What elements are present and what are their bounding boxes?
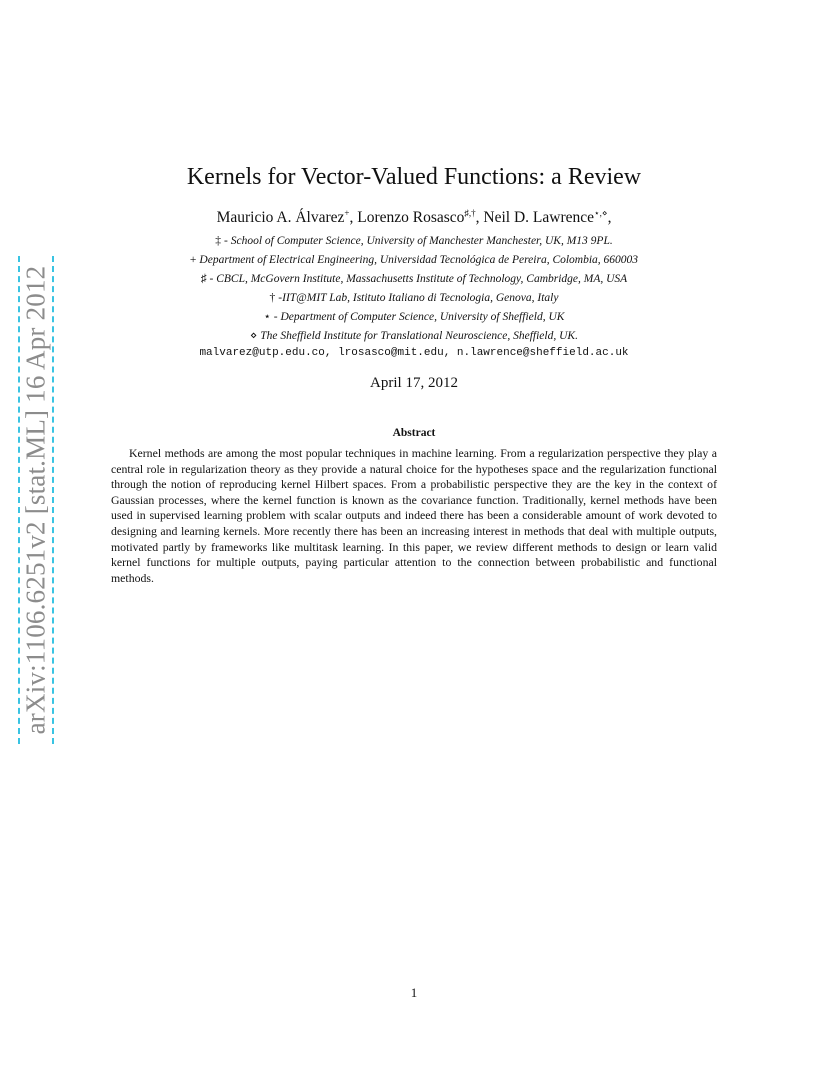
affiliation-symbol: ♯ [200,273,207,285]
author-marks: ⋆,⋄ [594,208,608,218]
affiliation-symbol: + [189,254,197,266]
affiliation-symbol: † [269,292,276,304]
affiliation [0,289,828,308]
affiliation-symbol: ⋄ [250,330,258,342]
author-marks: + [344,208,350,218]
affiliation-symbol: ⋆ [263,311,271,323]
affiliation-symbol: ‡ [215,235,222,247]
abstract-heading: Abstract [392,427,436,439]
author-separator: , [475,209,484,226]
abstract-text: Kernel methods are among the most popular techniques in machine learning. From a regularization perspective they play a central role in regularization theory as they provide a natural choice for the hypotheses space and the regularization functional through the notion of reproducing kernel Hilbert spaces. From a probabilistic perspective they are the key in the context of Gaussian processes, where the kernel function is known as the covariance function. Traditionally, kernel methods have been used in supervised learning problem with scalar outputs and indeed there has been a considerable amount of work devoted to designing and learning kernels. More recently there has been an increasing interest in methods that deal with multiple outputs, motivated partly by frameworks like multitask learning. In this paper, we review different methods to design or learn valid kernel functions for multiple outputs, paying particular attention to the connection between probabilistic and functional methods. [111,446,717,585]
author-list [0,208,828,228]
affiliation [0,308,828,327]
affiliation-list [0,232,828,346]
author-name: Neil D. Lawrence [483,209,595,226]
author-name: Lorenzo Rosasco [357,209,465,226]
author-emails: malvarez@utp.edu.co, lrosasco@mit.edu, n.lawrence@sheffield.ac.uk [199,347,629,359]
affiliation-text: - School of Computer Science, University of Manchester Manchester, UK, M13 9PL. [224,235,613,247]
affiliation-text: Department of Electrical Engineering, Universidad Tecnológica de Pereira, Colombia, 660003 [199,254,639,266]
affiliation [0,270,828,289]
author-name: Mauricio A. Álvarez [216,209,345,226]
author-separator: , [349,209,358,226]
affiliation-text: - CBCL, McGovern Institute, Massachusetts Institute of Technology, Cambridge, MA, USA [209,273,628,285]
affiliation [0,251,828,270]
affiliation-text: - Department of Computer Science, University of Sheffield, UK [273,311,565,323]
author-separator: , [607,209,612,226]
author-marks: ♯,† [464,208,476,218]
affiliation [0,232,828,251]
affiliation-text: -IIT@MIT Lab, Istituto Italiano di Tecnologia, Genova, Italy [278,292,559,304]
page-number: 1 [410,985,418,1000]
arxiv-stamp: arXiv:1106.6251v2 [stat.ML] 16 Apr 2012 [20,265,51,735]
affiliation-text: The Sheffield Institute for Translational Neuroscience, Sheffield, UK. [260,330,578,342]
paper-title: Kernels for Vector-Valued Functions: a Review [186,164,642,190]
paper-date: April 17, 2012 [370,375,458,391]
